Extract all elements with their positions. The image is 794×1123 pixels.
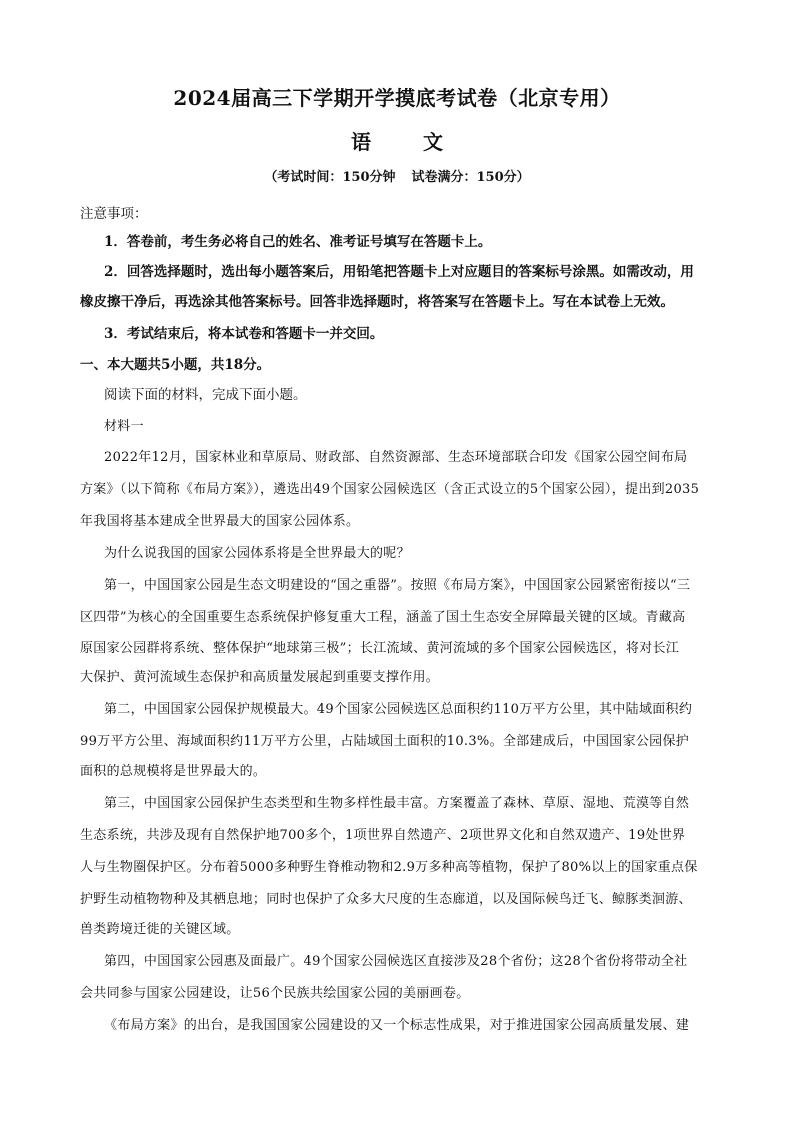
- passage-line: 面积的总规模将是世界最大的。: [80, 764, 267, 779]
- passage-line: 《布局方案》的出台，是我国国家公园建设的又一个标志性成果，对于推进国家公园高质量发展、建: [104, 1018, 690, 1033]
- notice-item-3: 3．考试结束后，将本试卷和答题卡一并交回。: [104, 326, 384, 342]
- passage-line: 为什么说我国的国家公园体系将是全世界最大的呢？: [104, 546, 410, 561]
- section-heading: 一、本大题共5小题，共18分。: [80, 357, 271, 373]
- notice-item-2: 2．回答选择题时，选出每小题答案后，用铅笔把答题卡上对应题目的答案标号涂黑。如需改动，用: [104, 264, 694, 280]
- passage-line: 原国家公园群将系统、整体保护“地球第三极”；长江流域、黄河流域的多个国家公园候选区，将对长江: [80, 641, 680, 656]
- passage-line: 护野生动植物物种及其栖息地；同时也保护了众多大尺度的生态廊道，以及国际候鸟迁飞、鲸豚类洄游、: [80, 892, 692, 907]
- page-title: 2024届高三下学期开学摸底考试卷（北京专用）: [173, 86, 621, 110]
- passage-line: 99万平方公里、海域面积约11万平方公里，占陆域国土面积的10.3%。全部建成后，中国国家公园保护: [80, 734, 690, 749]
- section-instruction: 阅读下面的材料，完成下面小题。: [104, 387, 307, 403]
- passage-line: 2022年12月，国家林业和草原局、财政部、自然资源部、生态环境部联合印发《国家公园空间布局: [104, 450, 688, 465]
- subject-char-1: 语: [351, 130, 371, 154]
- notice-item-1: 1．答卷前，考生务必将自己的姓名、准考证号填写在答题卡上。: [104, 234, 492, 250]
- passage-line: 方案》（以下简称《布局方案》），遴选出49个国家公园候选区（含正式设立的5个国家公园），提出到2035: [80, 482, 700, 497]
- passage-line: 生态系统，共涉及现有自然保护地700多个，1项世界自然遗产、2项世界文化和自然双遗产、19处世界: [80, 828, 686, 843]
- passage-line: 第二，中国国家公园保护规模最大。49个国家公园候选区总面积约110万平方公里，其中陆域面积约: [104, 702, 693, 717]
- passage-line: 大保护、黄河流域生态保护和高质量发展起到重要支撑作用。: [80, 670, 440, 685]
- exam-time: （考试时间：150分钟: [264, 170, 396, 185]
- notice-heading: 注意事项：: [80, 206, 148, 222]
- exam-info: [0, 166, 794, 185]
- full-score: 试卷满分：150分）: [411, 170, 530, 185]
- passage-line: 年我国将基本建成全世界最大的国家公园体系。: [80, 514, 360, 529]
- passage-line: 第三，中国国家公园保护生态类型和生物多样性最丰富。方案覆盖了森林、草原、湿地、荒漠等自然: [104, 796, 690, 811]
- passage-line: 区四带”为核心的全国重要生态系统保护修复重大工程，涵盖了国土生态安全屏障最关键的区域。青藏高: [80, 610, 686, 625]
- passage-line: 第一，中国国家公园是生态文明建设的“国之重器”。按照《布局方案》，中国国家公园紧密衔接以“三: [104, 578, 691, 593]
- passage-line: 会共同参与国家公园建设，让56个民族共绘国家公园的美丽画卷。: [80, 986, 470, 1001]
- subject-char-2: 文: [423, 130, 443, 154]
- material-label: 材料一: [104, 419, 144, 434]
- passage-line: 兽类跨境迁徙的关键区域。: [80, 922, 240, 937]
- notice-item-2-cont: 橡皮擦干净后，再选涂其他答案标号。回答非选择题时，将答案写在答题卡上。写在本试卷上无效。: [80, 294, 674, 310]
- subject-title: [0, 126, 794, 155]
- passage-line: 人与生物圈保护区。分布着5000多种野生脊椎动物和2.9万多种高等植物，保护了80%以上的国家重点保: [80, 860, 698, 875]
- passage-line: 第四，中国国家公园惠及面最广。49个国家公园候选区直接涉及28个省份；这28个省份将带动全社: [104, 954, 688, 969]
